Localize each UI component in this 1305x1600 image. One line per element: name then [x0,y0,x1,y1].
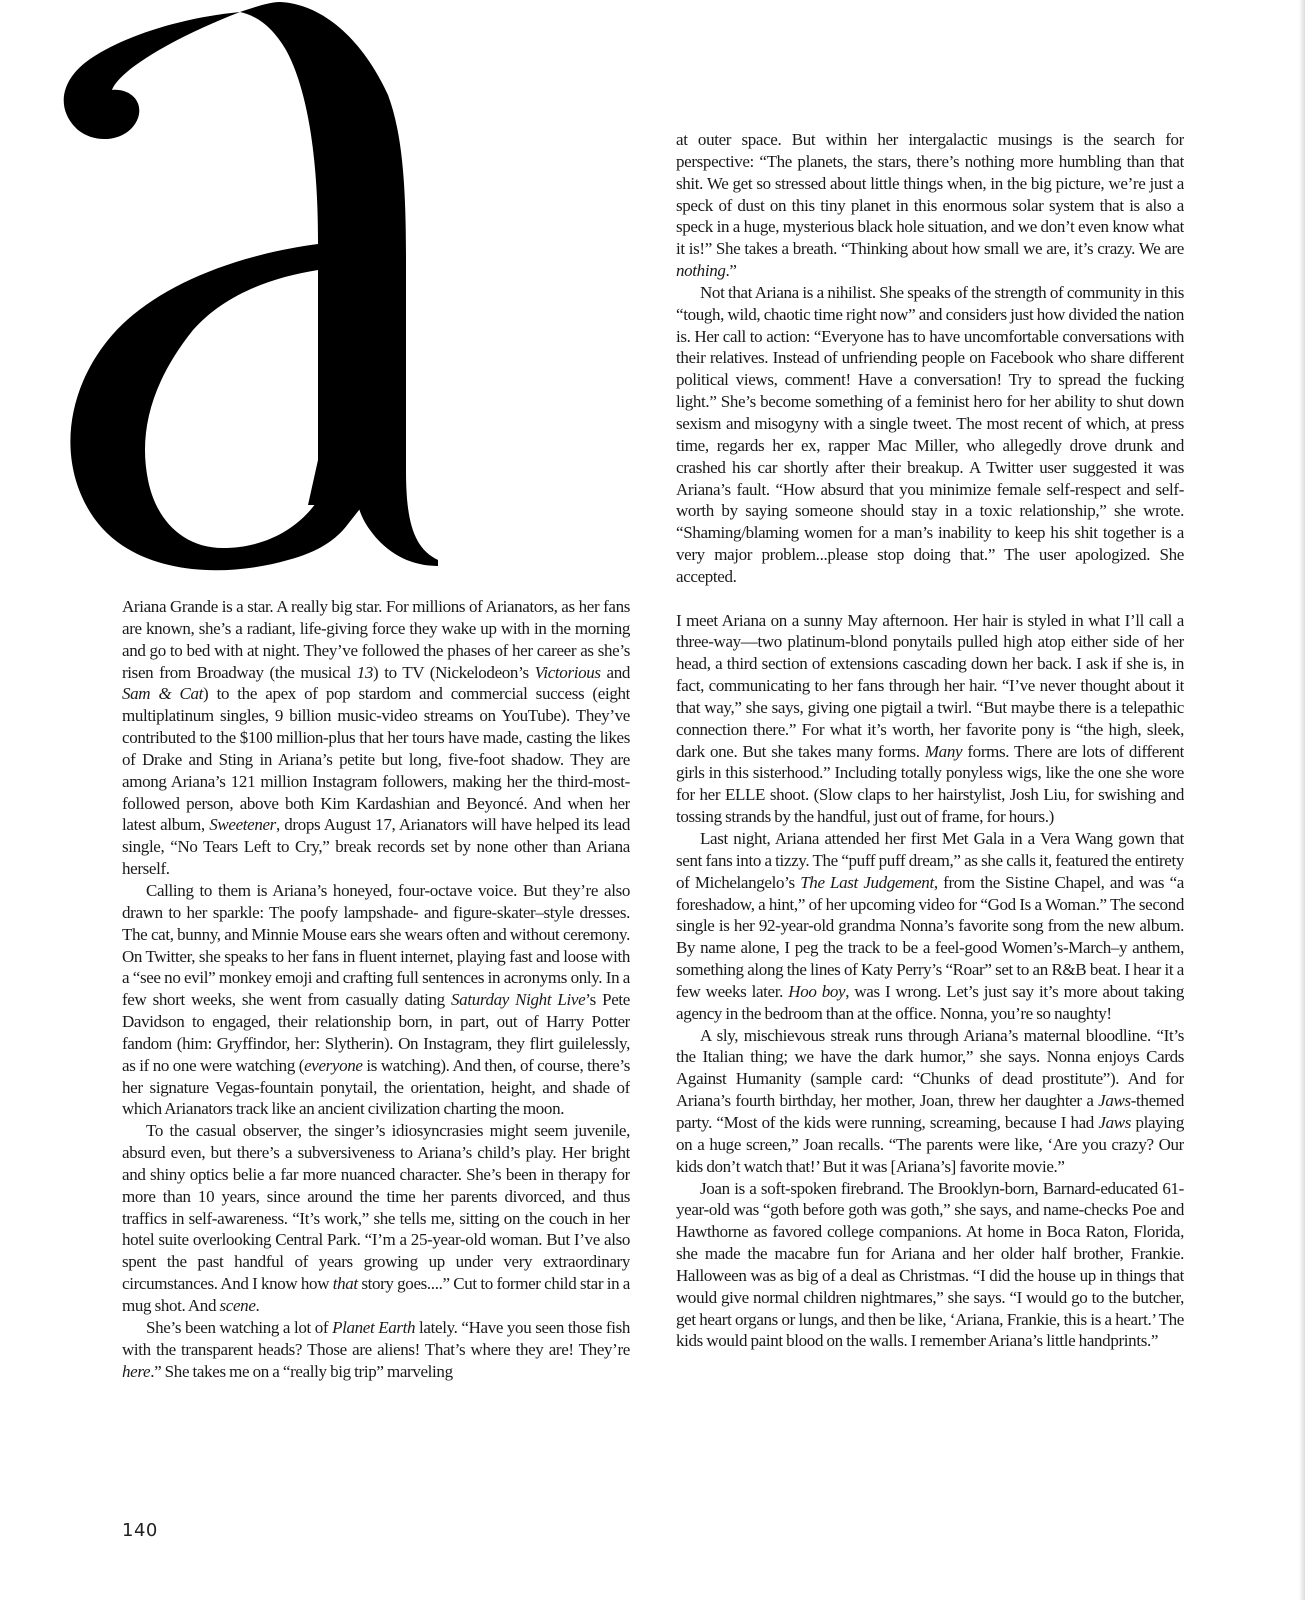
right-column-paragraph: Joan is a soft-spoken firebrand. The Brooklyn-born, Barnard-educated 61-year-old was “goth before goth was goth,” she says, and name-checks Poe and Hawthorne as favored college companions. At home in Boca Raton, Florida, she made the macabre fun for Ariana and her older half brother, Frankie. Halloween was as big of a deal as Christmas. “I did the house up in things that would give normal children nightmares,” she says. “I would go to the butcher, get heart organs or lungs, and then be like, ‘Ariana, Frankie, this is a heart.’ The kids would paint blood on the walls. I remember Ariana’s little handprints.” [676,1178,1184,1351]
right-column-paragraph: I meet Ariana on a sunny May afternoon. Her hair is styled in what I’ll call a three-way—two platinum-blond ponytails pulled high atop either side of her head, a third section of extensions cascading down her back. I ask if she is, in fact, communicating to her fans through her hair. “I’ve never thought about it that way,” she says, giving one pigtail a twirl. “But maybe there is a telepathic connection there.” For what it’s worth, her favorite pony is “the high, sleek, dark one. But she takes many forms. Many forms. There are lots of different girls in this sisterhood.” Including totally ponyless wigs, like the one she wore for her ELLE shoot. (Slow claps to her hairstylist, Josh Liu, for swishing and tossing strands by the handful, just out of frame, for hours.) [676,610,1184,827]
left-column [122,596,630,1496]
page-edge-shadow [1299,0,1305,1600]
right-column-paragraph: Last night, Ariana attended her first Met Gala in a Vera Wang gown that sent fans into a tizzy. The “puff puff dream,” as she calls it, featured the entirety of Michelangelo’s The Last Judgement, from the Sistine Chapel, and was “a foreshadow, a hint,” of her upcoming video for “God Is a Woman.” The second single is her 92-year-old grandma Nonna’s favorite song from the new album. By name alone, I peg the track to be a feel-good Women’s-March–y anthem, something along the lines of Katy Perry’s “Roar” set to an R&B beat. I hear it a few weeks later. Hoo boy, was I wrong. Let’s just say it’s more about taking agency in the bedroom than at the office. Nonna, you’re so naughty! [676,829,1184,1023]
left-column-paragraph: Calling to them is Ariana’s honeyed, four-octave voice. But they’re also drawn to her sparkle: The poofy lampshade- and figure-skater–style dresses. The cat, bunny, and Minnie Mouse ears she wears often and without ceremony. On Twitter, she speaks to her fans in fluent internet, playing fast and loose with a “see no evil” monkey emoji and crafting full sentences in acronyms only. In a few short weeks, she went from casually dating Saturday Night Live’s Pete Davidson to engaged, their relationship born, in part, out of Harry Potter fandom (him: Gryffindor, her: Slytherin). On Instagram, they flirt guilelessly, as if no one were watching (everyone is watching). And then, of course, there’s her signature Vegas-fountain ponytail, the orientation, height, and shade of which Arianators track like an ancient civilization charting the moon. [122,880,630,1119]
right-column-paragraph: A sly, mischievous streak runs through Ariana’s maternal bloodline. “It’s the Italian thing; we have the dark humor,” she says. Nonna enjoys Cards Against Humanity (sample card: “Chunks of dead prostitute”). And for Ariana’s fourth birthday, her mother, Joan, threw her daughter a Jaws-themed party. “Most of the kids were running, screaming, because I had Jaws playing on a huge screen,” Joan recalls. “The parents were like, ‘Are you crazy? Our kids don’t watch that!’ But it was [Ariana’s] favorite movie.” [676,1025,1184,1176]
drop-cap-letter-a [18,0,438,590]
left-column-paragraph: To the casual observer, the singer’s idiosyncrasies might seem juvenile, absurd even, but there’s a subversiveness to Ariana’s child’s play. Her bright and shiny optics belie a far more nuanced character. She’s been in therapy for more than 10 years, since around the time her parents divorced, and thus traffics in self-awareness. “It’s work,” she tells me, sitting on the couch in her hotel suite overlooking Central Park. “I’m a 25-year-old woman. But I’ve also spent the past handful of years growing up under very extraordinary circumstances. And I know how that story goes....” Cut to former child star in a mug shot. And scene. [122,1121,630,1315]
left-column-paragraph: Ariana Grande is a star. A really big star. For millions of Arianators, as her fans are known, she’s a radiant, life-giving force they wake up with in the morning and go to bed with at night. They’ve followed the phases of her career as she’s risen from Broadway (the musical 13) to TV (Nickelodeon’s Victorious and Sam & Cat) to the apex of pop stardom and commercial success (eight multiplatinum singles, 9 billion music-video streams on YouTube). They’ve contributed to the $100 million-plus that her tours have made, casting the likes of Drake and Sting in Ariana’s petite but long, five-foot shadow. They are among Ariana’s 121 million Instagram followers, making her the third-most-followed person, above both Kim Kardashian and Beyoncé. And when her latest album, Sweetener, drops August 17, Arianators will have helped its lead single, “No Tears Left to Cry,” break records set by none other than Ariana herself. [122,597,630,879]
right-column-paragraph: at outer space. But within her intergalactic musings is the search for perspective: “The planets, the stars, there’s nothing more humbling than that shit. We get so stressed about little things when, in the big picture, we’re just a speck of dust on this tiny planet in this enormous solar system that is also a speck in a huge, mysterious black hole situation, and we don’t even know what it is!” She takes a breath. “Thinking about how small we are, it’s crazy. We are nothing.” [676,130,1184,281]
left-column-paragraph: She’s been watching a lot of Planet Earth lately. “Have you seen those fish with the transparent heads? Those are aliens! That’s where they are! They’re here.” She takes me on a “really big trip” marveling [122,1317,630,1381]
right-column [676,129,1184,1489]
page-number: 140 [122,1520,158,1541]
right-column-paragraph: Not that Ariana is a nihilist. She speaks of the strength of community in this “tough, wild, chaotic time right now” and considers just how divided the nation is. Her call to action: “Everyone has to have uncomfortable conversations with their relatives. Instead of unfriending people on Facebook who share different political views, comment! Have a conversation! Try to spread the fucking light.” She’s become something of a feminist hero for her ability to shut down sexism and misogyny with a single tweet. The most recent of which, at press time, regards her ex, rapper Mac Miller, who allegedly drove drunk and crashed his car shortly after their breakup. A Twitter user suggested it was Ariana’s fault. “How absurd that you minimize female self-respect and self-worth by saying someone should stay in a toxic relationship,” she wrote. “Shaming/blaming women for a man’s inability to keep his shit together is a very major problem...please stop doing that.” The user apologized. She accepted. [676,282,1184,586]
